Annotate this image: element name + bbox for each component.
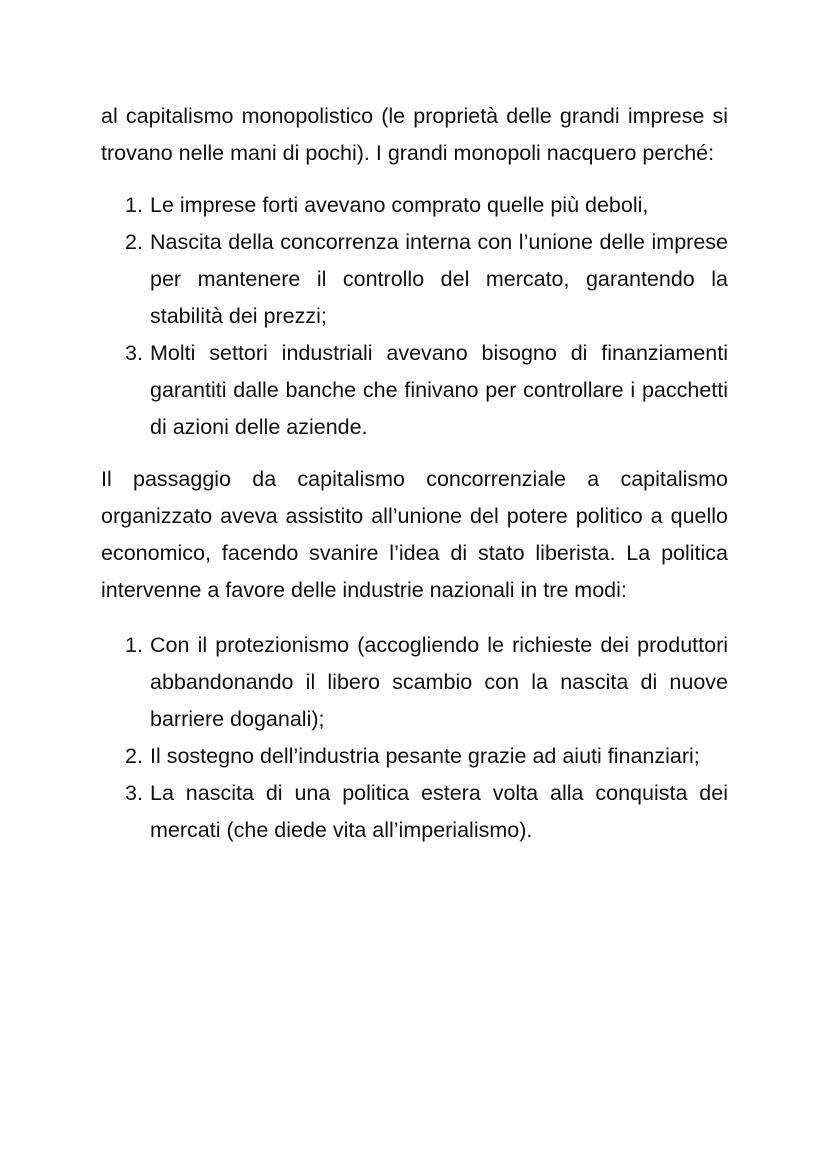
list-item-number: 2. [125, 744, 143, 768]
paragraph-monopolistic-capitalism: al capitalismo monopolistico (le proprietà delle grandi imprese si trovano nelle mani di pochi). I grandi monopoli nacquero perché: [101, 104, 728, 165]
list-item-text: Nascita della concorrenza interna con l’unione delle imprese per mantenere il controllo del mercato, garantendo la stabilità dei prezzi; [150, 230, 728, 328]
list-item-text: Molti settori industriali avevano bisogno di finanziamenti garantiti dalle banche che finivano per controllare i pacchetti di azioni delle aziende. [150, 341, 728, 439]
list-item-text: Con il protezionismo (accogliendo le richieste dei produttori abbandonando il libero scambio con la nascita di nuove barriere doganali); [150, 633, 728, 731]
list-item-number: 2. [125, 230, 143, 254]
list-item-number: 3. [125, 341, 143, 365]
paragraph-organized-capitalism: Il passaggio da capitalismo concorrenziale a capitalismo organizzato aveva assistito all’unione del potere politico a quello economico, facendo svanire l’idea di stato liberista. La politica intervenne a favore delle industrie nazionali in tre modi: [101, 467, 728, 602]
document-page [101, 98, 728, 849]
list-item [101, 775, 728, 849]
list-item-text: La nascita di una politica estera volta alla conquista dei mercati (che diede vita all’imperialismo). [150, 781, 728, 842]
list-item [101, 187, 728, 224]
list-item-text: Il sostegno dell’industria pesante grazie ad aiuti finanziari; [150, 744, 700, 768]
list-item-number: 3. [125, 781, 143, 805]
list-item [101, 335, 728, 446]
list-item-number: 1. [125, 193, 143, 217]
list-item [101, 627, 728, 738]
list-item-text: Le imprese forti avevano comprato quelle più deboli, [150, 193, 649, 217]
list-monopoly-causes [101, 187, 728, 446]
list-state-interventions [101, 627, 728, 849]
list-item-number: 1. [125, 633, 143, 657]
list-item [101, 224, 728, 335]
list-item [101, 738, 728, 775]
